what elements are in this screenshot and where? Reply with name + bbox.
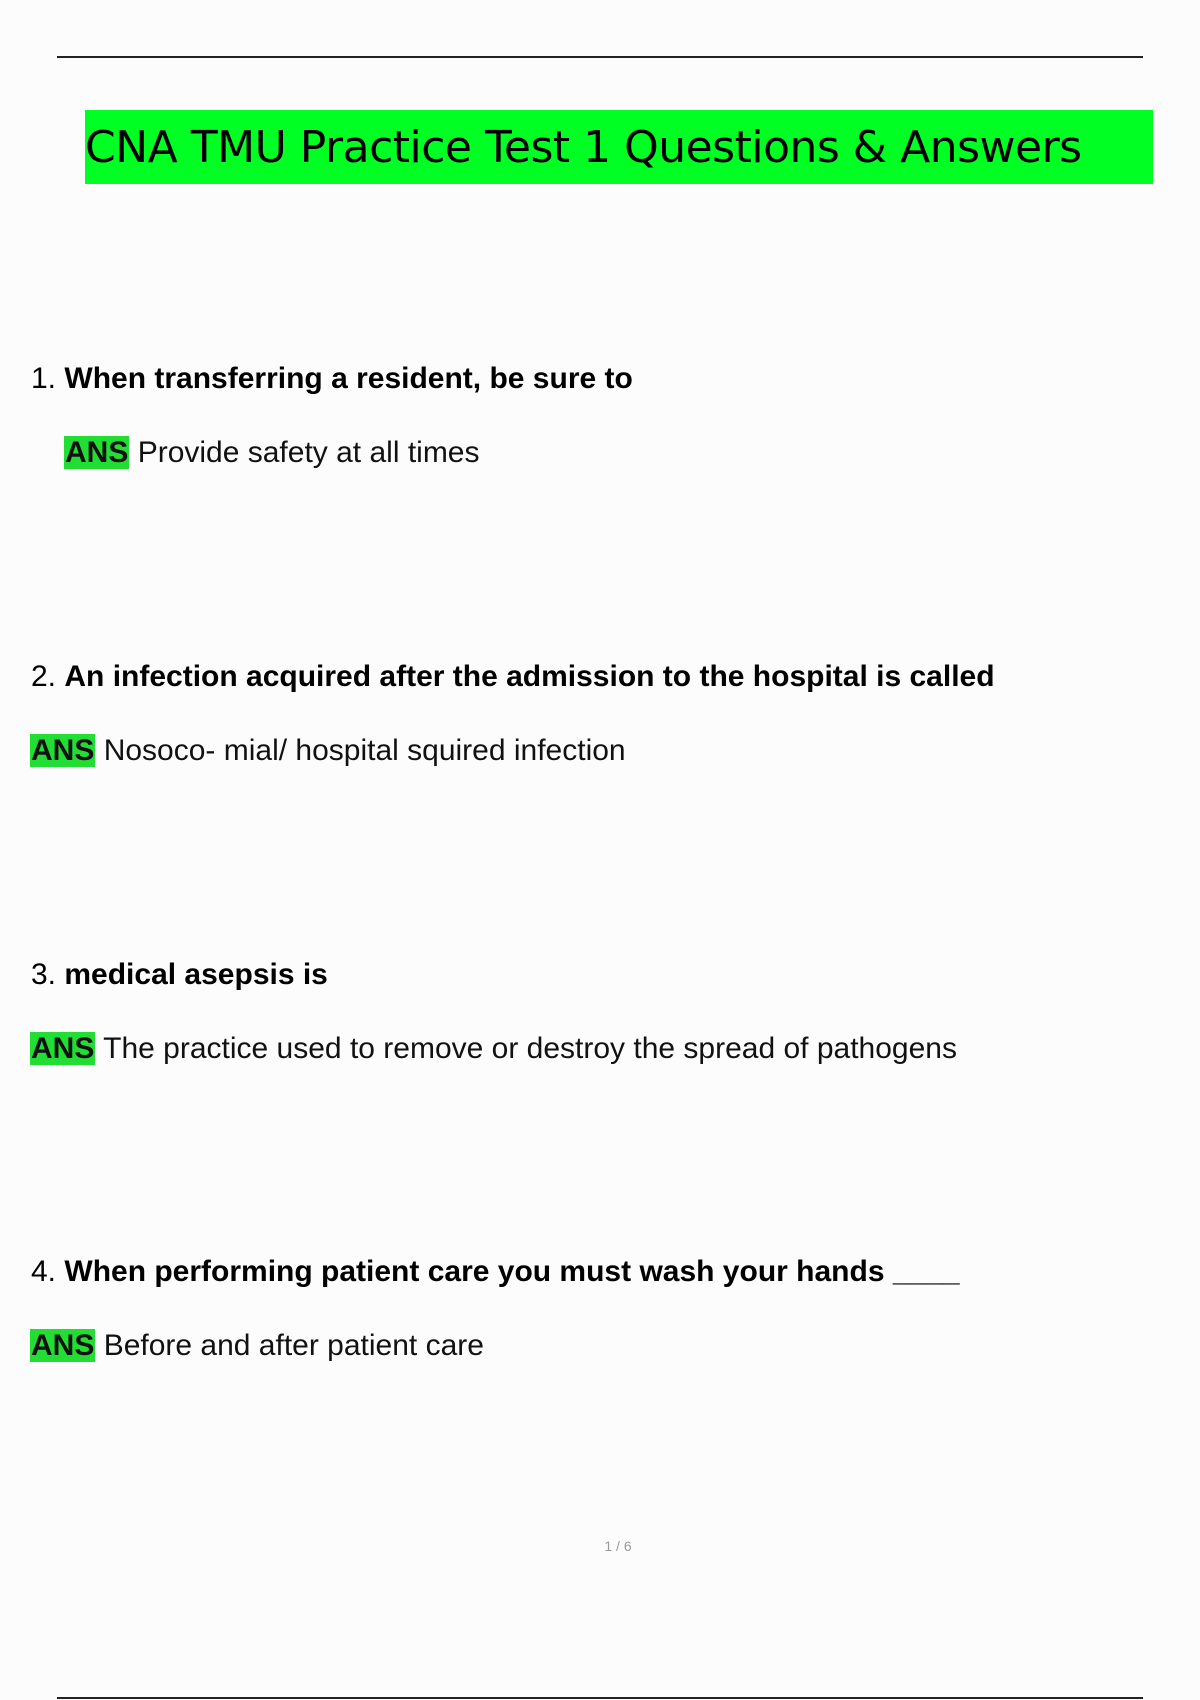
answer-1 — [64, 436, 480, 470]
answer-text: Nosoco- mial/ hospital squired infection — [103, 734, 626, 767]
footer-rule — [57, 1697, 1143, 1699]
question-number: 2. — [31, 660, 57, 693]
answer-tag: ANS — [31, 734, 95, 767]
header-rule — [57, 56, 1143, 58]
answer-4 — [30, 1329, 484, 1363]
question-text: An infection acquired after the admission to the hospital is called — [64, 660, 995, 693]
answer-text: Provide safety at all times — [137, 436, 480, 469]
question-text: When performing patient care you must wash your hands ____ — [64, 1255, 960, 1288]
title-highlight — [85, 110, 1153, 184]
question-1 — [31, 362, 633, 396]
answer-tag: ANS — [31, 1032, 95, 1065]
answer-text: Before and after patient care — [103, 1329, 484, 1362]
answer-tag: ANS — [31, 1329, 95, 1362]
question-4 — [31, 1255, 960, 1289]
answer-3 — [30, 1032, 957, 1066]
answer-tag: ANS — [65, 436, 129, 469]
page-indicator: 1 / 6 — [604, 1538, 632, 1554]
question-number: 1. — [31, 362, 57, 395]
document-title: CNA TMU Practice Test 1 Questions & Answers — [85, 122, 1082, 173]
answer-2 — [30, 734, 626, 768]
answer-text: The practice used to remove or destroy the spread of pathogens — [103, 1032, 957, 1065]
question-2 — [31, 660, 995, 694]
question-number: 4. — [31, 1255, 57, 1288]
question-text: When transferring a resident, be sure to — [64, 362, 633, 395]
question-3 — [31, 958, 328, 992]
question-number: 3. — [31, 958, 57, 991]
question-text: medical asepsis is — [64, 958, 328, 991]
